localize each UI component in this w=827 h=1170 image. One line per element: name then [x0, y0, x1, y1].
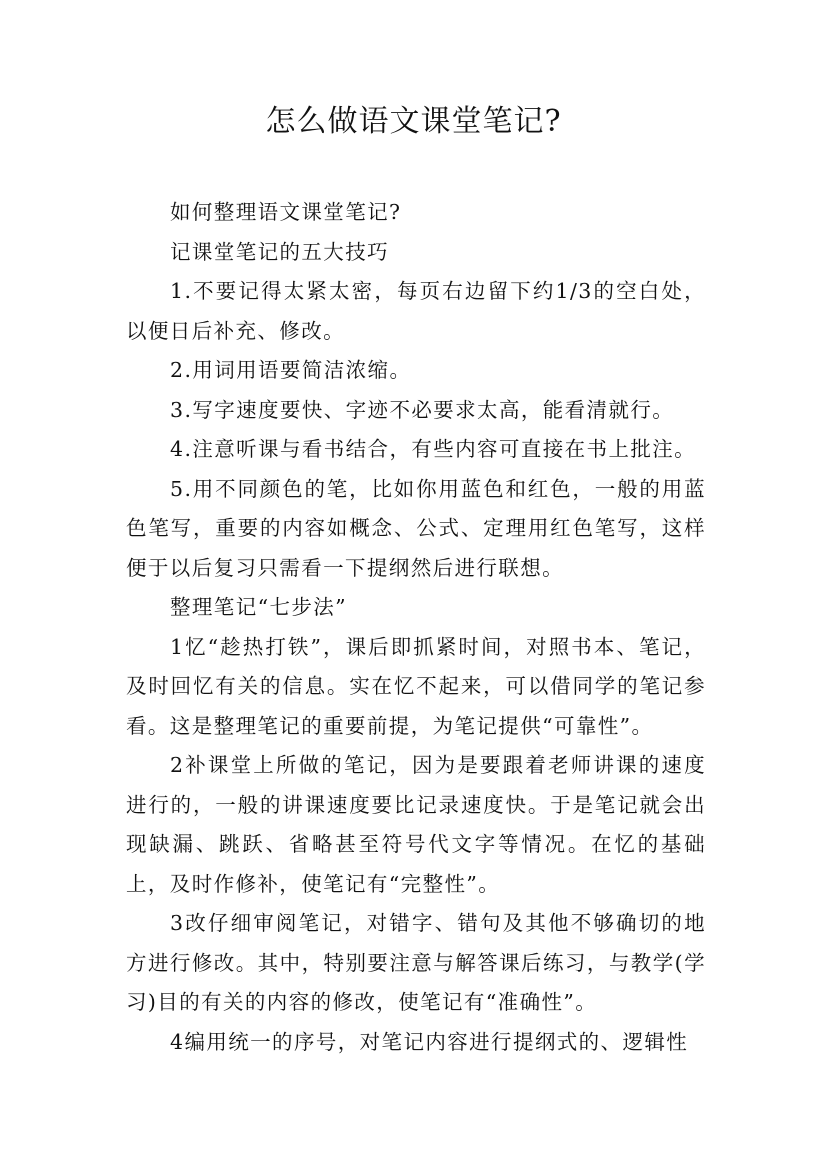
paragraph-step-1: 1忆“趁热打铁”，课后即抓紧时间，对照书本、笔记，及时回忆有关的信息。实在忆不起来，可以借同学的笔记参看。这是整理笔记的重要前提，为笔记提供“可靠性”。 — [126, 634, 706, 738]
paragraph-question: 如何整理语文课堂笔记? — [170, 200, 402, 224]
paragraph-heading-tips: 记课堂笔记的五大技巧 — [170, 239, 389, 264]
paragraph-heading-seven-steps: 整理笔记“七步法” — [170, 595, 348, 619]
paragraph-tip-4: 4.注意听课与看书结合，有些内容可直接在书上批注。 — [170, 437, 697, 461]
paragraph-step-4: 4编用统一的序号，对笔记内容进行提纲式的、逻辑性 — [170, 1029, 689, 1054]
paragraph-tip-5: 5.用不同颜色的笔，比如你用蓝色和红色，一般的用蓝色笔写，重要的内容如概念、公式、定理用红色笔写，这样便于以后复习只需看一下提纲然后进行联想。 — [126, 476, 706, 580]
paragraph-tip-1: 1.不要记得太紧太密，每页右边留下约1/3的空白处，以便日后补充、修改。 — [126, 279, 706, 343]
document-body — [126, 193, 706, 1062]
paragraph-step-3: 3改仔细审阅笔记，对错字、错句及其他不够确切的地方进行修改。其中，特别要注意与解答课后练习，与教学(学习)目的有关的内容的修改，使笔记有“准确性”。 — [126, 911, 706, 1014]
page-title: 怎么做语文课堂笔记? — [265, 104, 562, 139]
paragraph-step-2: 2补课堂上所做的笔记，因为是要跟着老师讲课的速度进行的，一般的讲课速度要比记录速度快。于是笔记就会出现缺漏、跳跃、省略甚至符号代文字等情况。在忆的基础上，及时作修补，使笔记有“完整性”。 — [126, 753, 706, 896]
paragraph-tip-2: 2.用词用语要简洁浓缩。 — [170, 358, 412, 382]
paragraph-tip-3: 3.写字速度要快、字迹不必要求太高，能看清就行。 — [170, 397, 675, 422]
